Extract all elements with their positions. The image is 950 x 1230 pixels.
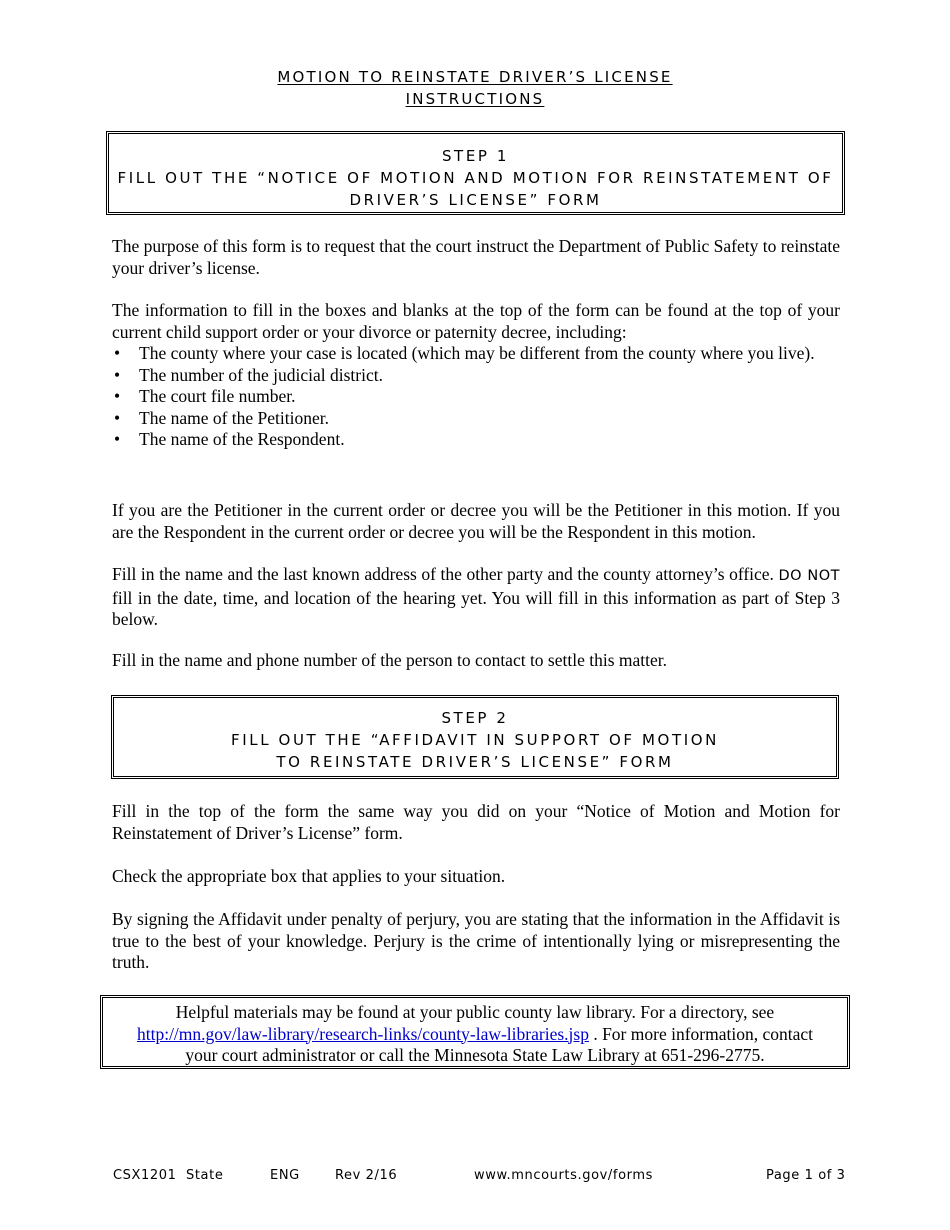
- step2-heading-line2: TO REINSTATE DRIVER’S LICENSE” FORM: [276, 753, 674, 771]
- document-title: MOTION TO REINSTATE DRIVER’S LICENSE: [277, 68, 673, 86]
- affidavit-top-paragraph: Fill in the top of the form the same way you did on your “Notice of Motion and Motion for Reinstatement of Driver’s License” form.: [112, 801, 840, 843]
- contact-paragraph: Fill in the name and phone number of the person to contact to settle this matter.: [112, 650, 668, 670]
- footer-language: ENG: [270, 1168, 300, 1183]
- county-law-libraries-link[interactable]: http://mn.gov/law-library/research-links/county-law-libraries.jsp: [136, 1023, 589, 1044]
- purpose-paragraph: The purpose of this form is to request that the court instruct the Department of Public Safety to reinstate your driver’s license.: [112, 236, 841, 278]
- step1-heading-line1: FILL OUT THE “NOTICE OF MOTION AND MOTION FOR REINSTATEMENT OF: [117, 169, 834, 187]
- perjury-paragraph: By signing the Affidavit under penalty of perjury, you are stating that the information in the Affidavit is true to the best of your knowledge. Perjury is the crime of intentionally lying or misrepresenting the truth.: [112, 909, 840, 972]
- footer-website: www.mncourts.gov/forms: [474, 1168, 653, 1183]
- list-item: • The county where your case is located (which may be different from the county where you live).: [112, 343, 840, 365]
- list-item: • The name of the Petitioner.: [112, 408, 840, 430]
- step1-heading-line2: DRIVER’S LICENSE” FORM: [349, 191, 602, 209]
- law-library-info-box: [100, 995, 850, 1069]
- list-item: • The court file number.: [112, 386, 840, 408]
- address-text-part2: fill in the date, time, and location of the hearing yet. You will fill in this information as part of Step 3 below.: [112, 587, 840, 629]
- footer-form-code: CSX1201: [113, 1168, 177, 1183]
- address-text-part1: Fill in the name and the last known address of the other party and the county attorney’s office.: [112, 564, 774, 584]
- step1-box: [106, 131, 845, 215]
- information-intro: The information to fill in the boxes and blanks at the top of the form can be found at the top of your current child support order or your divorce or paternity decree, including:: [112, 300, 840, 342]
- step2-heading-line1: FILL OUT THE “AFFIDAVIT IN SUPPORT OF MOTION: [231, 731, 719, 749]
- petitioner-paragraph: If you are the Petitioner in the current order or decree you will be the Petitioner in this motion. If you are the Respondent in the current order or decree you will be the Respondent in this motion.: [112, 500, 840, 542]
- step1-label: STEP 1: [441, 147, 510, 165]
- info-line3: your court administrator or call the Minnesota State Law Library at 651-296-2775.: [185, 1045, 765, 1065]
- do-not-emphasis: DO NOT: [778, 568, 841, 584]
- address-paragraph: [112, 564, 840, 631]
- footer-jurisdiction: State: [186, 1168, 224, 1183]
- step2-box: [111, 695, 839, 779]
- step2-label: STEP 2: [441, 709, 509, 727]
- info-line2-rest: . For more information, contact: [588, 1023, 813, 1044]
- info-line1: Helpful materials may be found at your public county law library. For a directory, see: [175, 1002, 775, 1022]
- checkbox-paragraph: Check the appropriate box that applies to your situation.: [112, 866, 506, 886]
- document-subtitle: INSTRUCTIONS: [405, 90, 545, 108]
- list-item: • The name of the Respondent.: [112, 429, 840, 451]
- information-paragraph: [112, 300, 840, 451]
- information-list: [112, 343, 840, 451]
- footer-revision: Rev 2/16: [335, 1168, 398, 1183]
- footer-page-number: Page 1 of 3: [766, 1168, 846, 1183]
- info-line2: [103, 1024, 847, 1046]
- list-item: • The number of the judicial district.: [112, 365, 840, 387]
